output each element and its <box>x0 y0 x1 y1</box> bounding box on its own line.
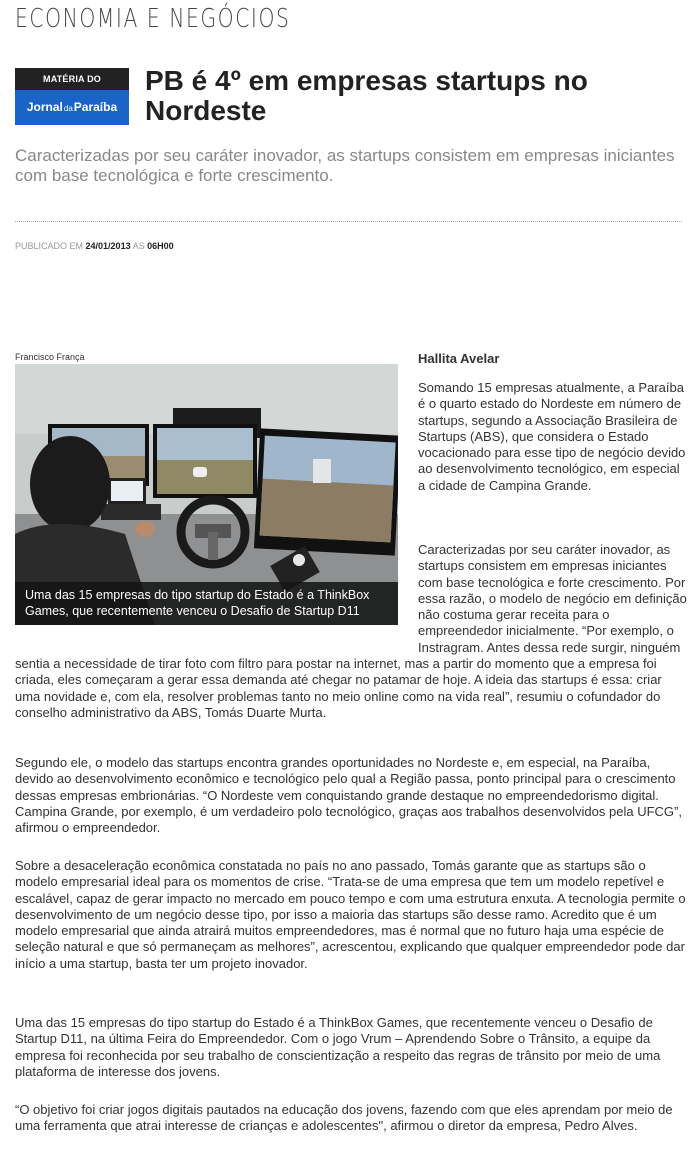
section-title: ECONOMIA E NEGÓCIOS <box>15 4 291 34</box>
paragraph-6: “O objetivo foi criar jogos digitais pautados na educação dos jovens, fazendo com que eles aprendam por meio de uma ferramenta que atrai interesse de crianças e adolescentes", afirmou o diretor da empresa, Pedro Alves. <box>15 1102 673 1134</box>
source-badge <box>15 68 129 125</box>
author-name: Hallita Avelar <box>418 351 500 366</box>
logo-word-jornal: Jornal <box>26 100 63 114</box>
article-summary: Caracterizadas por seu caráter inovador, as startups consistem em empresas iniciantes com base tecnológica e forte crescimento. <box>15 146 675 185</box>
publish-separator: AS <box>132 241 145 251</box>
logo-word-paraiba: Paraíba <box>73 100 118 114</box>
logo-word-da: da <box>63 104 73 113</box>
publish-prefix: PUBLICADO EM <box>15 241 84 251</box>
divider <box>15 221 682 222</box>
page-title: PB é 4º em empresas startups no Nordeste <box>145 65 588 126</box>
paragraph-3: Segundo ele, o modelo das startups encontra grandes oportunidades no Nordeste e, em especial, na Paraíba, devido ao desenvolvimento econômico e tecnológico pelo qual a Região passa, ponto principal para o crescimento dessas empresas embrionárias. “O Nordeste vem conquistando grande destaque no empreendedorismo digital. Campina Grande, por exemplo, é um verdadeiro polo tecnológico, graças aos trabalhos desenvolvidos pela UFCG”, afirmou o empreendedor. <box>15 755 682 836</box>
photo-credit: Francisco França <box>15 352 85 362</box>
publish-info <box>15 241 174 251</box>
float-spacer <box>15 542 418 640</box>
paragraph-2: Caracterizadas por seu caráter inovador, as startups consistem em empresas iniciantes com base tecnológica e forte crescimento. Por essa razão, o modelo de negócio em definição não costuma gerar receita para o empreendedor inicialmente. “Por exemplo, o Instragram. Antes dessa rede surgir, ninguém sentia a necessidade de tirar foto com filtro para postar na internet, mas a partir do momento que a empresa foi criada, eles começaram a gerar essa demanda até chegar no patamar de hoje. A ideia das startups é essa: criar uma novidade e, com ela, resolver problemas tanto no meio online como na vida real”, resumiu o cofundador do conselho administrativo da ABS, Tomás Duarte Murta. <box>15 542 687 720</box>
paragraph-1: Somando 15 empresas atualmente, a Paraíba é o quarto estado do Nordeste em número de startups, segundo a Associação Brasileira de Startups (ABS), que considera o Estado vocacionado para esse tipo de negócio devido ao desenvolvimento tecnológico, em especial a cidade de Campina Grande. <box>418 380 686 493</box>
paragraph-5: Uma das 15 empresas do tipo startup do Estado é a ThinkBox Games, que recentemente venceu o Desafio de Startup D11, na última Feira do Empreendedor. Com o jogo Vrum – Aprendendo Sobre o Trânsito, a equipe da empresa foi reconhecida por seu trabalho de conscientização a respeito das regras de trânsito por meio de uma plataforma de interesse dos jovens. <box>15 1015 661 1079</box>
publish-date: 24/01/2013 <box>85 241 131 251</box>
photo-caption: Uma das 15 empresas do tipo startup do Estado é a ThinkBox Games, que recentemente venceu o Desafio de Startup D11 <box>15 582 398 625</box>
newspaper-logo <box>15 90 129 125</box>
paragraph-4: Sobre a desaceleração econômica constatada no país no ano passado, Tomás garante que as startups são o modelo empresarial ideal para os momentos de crise. “Trata-se de uma empresa que tem um modelo repetível e escalável, capaz de gerar impacto no mercado em pouco tempo e com uma estrutura enxuta. A tecnologia permite o desenvolvimento de um negócio desse tipo, por isso a maioria das startups são desse ramo. Acredito que é um modelo empresarial que ainda atrairá muitos empreendedores, mas é normal que no futuro haja uma espécie de seleção natural e que só permaneçam as melhores”, acrescentou, explicando que qualquer empreendedor pode dar início a uma startup, basta ter um projeto inovador. <box>15 858 686 971</box>
publish-time: 06H00 <box>147 241 174 251</box>
badge-label: MATÉRIA DO <box>15 68 129 90</box>
paragraph-2-container <box>15 542 687 721</box>
